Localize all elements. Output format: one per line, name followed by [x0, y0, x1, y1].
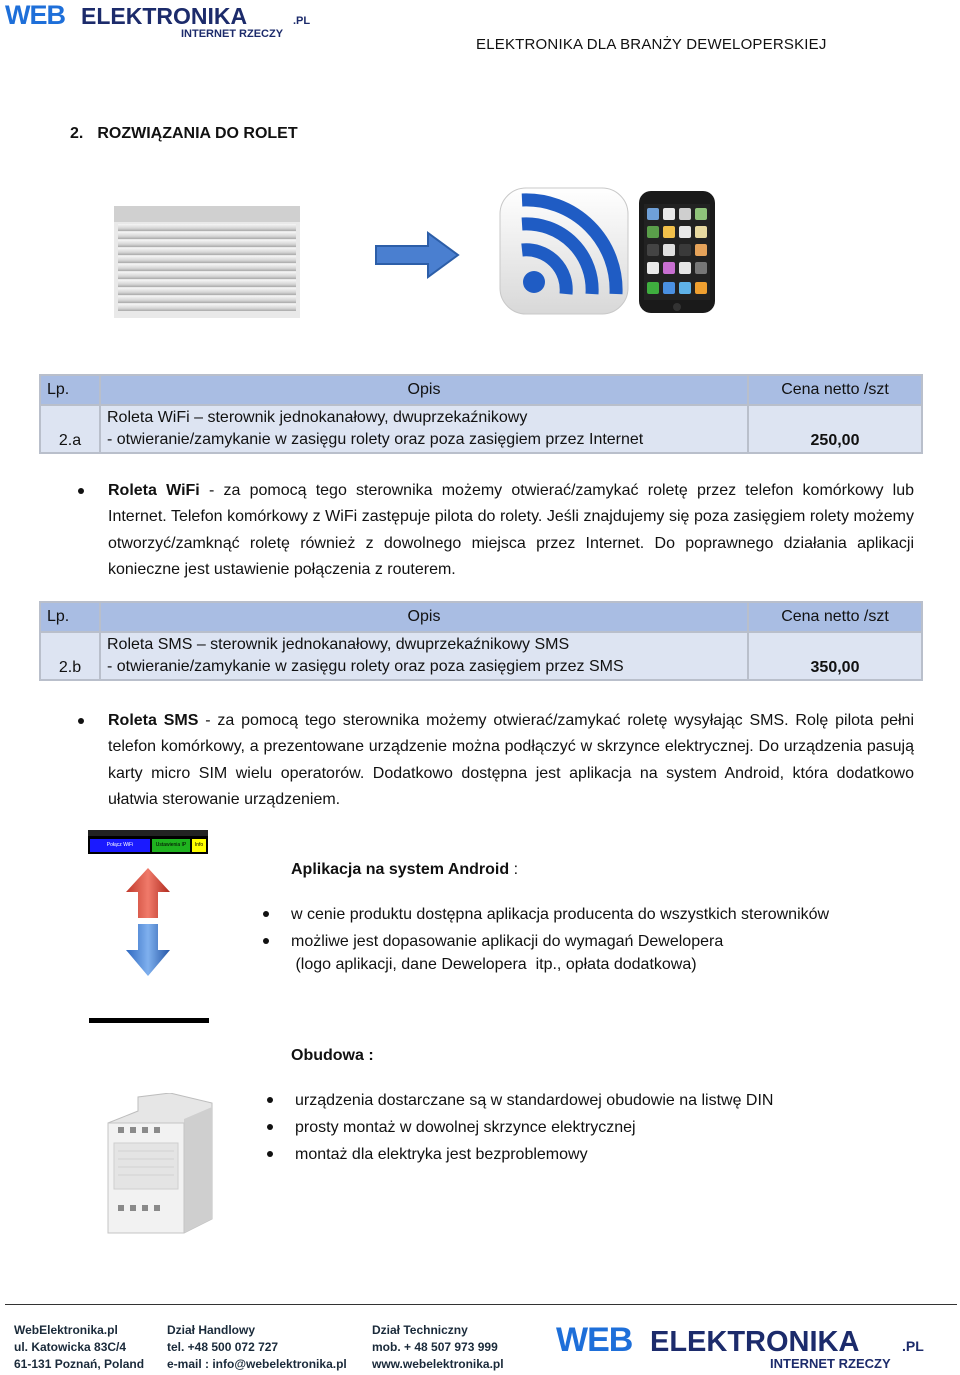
section-title [70, 125, 298, 143]
list-item-text: możliwe jest dopasowanie aplikacji do wymagań Dewelopera [291, 933, 724, 950]
col-cena-header: Cena netto /szt [748, 602, 922, 632]
col-opis-header: Opis [100, 375, 748, 405]
app-button-wifi: Połącz WiFi [90, 839, 150, 852]
app-button-ip: Ustawienia IP [152, 839, 190, 852]
paragraph-bold-term: Roleta WiFi [108, 482, 200, 499]
section-number: 2. [70, 125, 84, 142]
din-enclosure-image [100, 1093, 218, 1240]
col-cena-header: Cena netto /szt [748, 375, 922, 405]
bullet-icon [78, 718, 84, 724]
footer-line: ul. Katowicka 83C/4 [14, 1340, 127, 1354]
row-description [100, 632, 748, 680]
footer-line: tel. +48 500 072 727 [167, 1340, 279, 1354]
paragraph-bold-term: Roleta SMS [108, 712, 199, 729]
paragraph-roleta-wifi [108, 478, 914, 583]
logo-suffix-text: .PL [902, 1338, 924, 1354]
row-lp: 2.b [40, 632, 100, 680]
app-statusbar [88, 830, 208, 836]
footer-tech-info [372, 1322, 504, 1373]
row-description-line1: Roleta WiFi – sterownik jednokanałowy, dwuprzekaźnikowy [107, 409, 528, 426]
android-feature-list [291, 903, 829, 980]
row-price: 350,00 [748, 632, 922, 680]
list-item: urządzenia dostarczane są w standardowej obudowie na listwę DIN [295, 1089, 773, 1112]
bullet-icon [78, 488, 84, 494]
price-table-a [39, 374, 923, 454]
obudowa-feature-list [295, 1089, 773, 1170]
wifi-icon [498, 186, 630, 321]
logo-elektronika-text: ELEKTRONIKA [650, 1326, 860, 1358]
footer-line: Dział Handlowy [167, 1323, 256, 1337]
row-description-line2: - otwieranie/zamykanie w zasięgu rolety oraz poza zasięgiem przez Internet [107, 431, 644, 448]
footer-logo-graphic [556, 1320, 932, 1370]
row-lp: 2.a [40, 405, 100, 453]
footer-line: 61-131 Poznań, Poland [14, 1357, 145, 1371]
list-item: montaż dla elektryka jest bezproblemowy [295, 1143, 773, 1166]
footer-logo [556, 1320, 932, 1375]
divider-bar [89, 1018, 209, 1023]
footer-company-info [14, 1322, 144, 1373]
smartphone-image [638, 190, 716, 319]
right-arrow-icon [374, 230, 460, 285]
list-item: prosty montaż w dowolnej skrzynce elektrycznej [295, 1116, 773, 1139]
paragraph-text: - za pomocą tego sterownika możemy otwierać/zamykać roletę przez telefon komórkowy lub Internet. Telefon komórkowy z WiFi zastępuje pilota do rolety. Jeśli znajdujemy się poza zasięgiem rolety możemy otworzyć/zamknąć roletę również z dowolnego miejsca przez Internet. Do poprawnego działania aplikacji konieczne jest ustawienie połączenia z routerem. [108, 482, 915, 578]
table-row [40, 405, 922, 453]
footer-line: Dział Techniczny [372, 1323, 468, 1337]
table-header-row [40, 602, 922, 632]
row-description-line2: - otwieranie/zamykanie w zasięgu rolety oraz poza zasięgiem przez SMS [107, 658, 624, 675]
paragraph-text: - za pomocą tego sterownika możemy otwierać/zamykać roletę wysyłając SMS. Rolę pilota pełni telefon komórkowy, a prezentowane urządzenie można podłączyć w skrzynce elektrycznej. Do urządzenia pasują karty micro SIM wielu operatorów. Dodatkowo dostępna jest aplikacja na system Android, która dodatkowo ułatwia sterowanie urządzeniem. [108, 712, 915, 808]
col-lp-header: Lp. [40, 375, 100, 405]
obudowa-heading: Obudowa : [291, 1047, 374, 1064]
col-opis-header: Opis [100, 602, 748, 632]
list-item: w cenie produktu dostępna aplikacja producenta do wszystkich sterowników [291, 903, 829, 926]
paragraph-roleta-sms [108, 708, 914, 813]
row-description [100, 405, 748, 453]
footer-line: e-mail : info@webelektronika.pl [167, 1357, 347, 1371]
header-title: ELEKTRONIKA DLA BRANŻY DEWELOPERSKIEJ [476, 36, 827, 53]
logo-web-text: WEB [5, 0, 65, 30]
footer-line: mob. + 48 507 973 999 [372, 1340, 498, 1354]
roller-shutter-image [114, 206, 300, 323]
col-lp-header: Lp. [40, 602, 100, 632]
footer-line: www.webelektronika.pl [372, 1357, 504, 1371]
logo-tagline-text: INTERNET RZECZY [770, 1356, 891, 1370]
footer-line: WebElektronika.pl [14, 1323, 118, 1337]
row-price: 250,00 [748, 405, 922, 453]
company-logo-graphic [5, 0, 315, 42]
list-item-continuation: (logo aplikacji, dane Dewelopera itp., opłata dodatkowa) [291, 956, 697, 973]
logo-elektronika-text: ELEKTRONIKA [81, 3, 248, 29]
footer-divider [5, 1304, 957, 1305]
app-button-info: Info [192, 839, 206, 852]
row-description-line1: Roleta SMS – sterownik jednokanałowy, dwuprzekaźnikowy SMS [107, 636, 570, 653]
logo-web-text: WEB [556, 1321, 633, 1359]
android-heading [291, 861, 518, 879]
footer-sales-info [167, 1322, 347, 1373]
section-title-text: ROZWIĄZANIA DO ROLET [97, 125, 298, 142]
table-header-row [40, 375, 922, 405]
company-logo [5, 0, 315, 42]
android-heading-suffix: : [509, 861, 519, 878]
list-item [291, 930, 829, 976]
price-table-b [39, 601, 923, 681]
table-row [40, 632, 922, 680]
up-down-arrows-icon [124, 866, 172, 983]
logo-suffix-text: .PL [293, 15, 311, 27]
android-heading-text: Aplikacja na system Android [291, 861, 510, 878]
app-screenshot [88, 830, 208, 854]
logo-tagline-text: INTERNET RZECZY [181, 28, 284, 40]
